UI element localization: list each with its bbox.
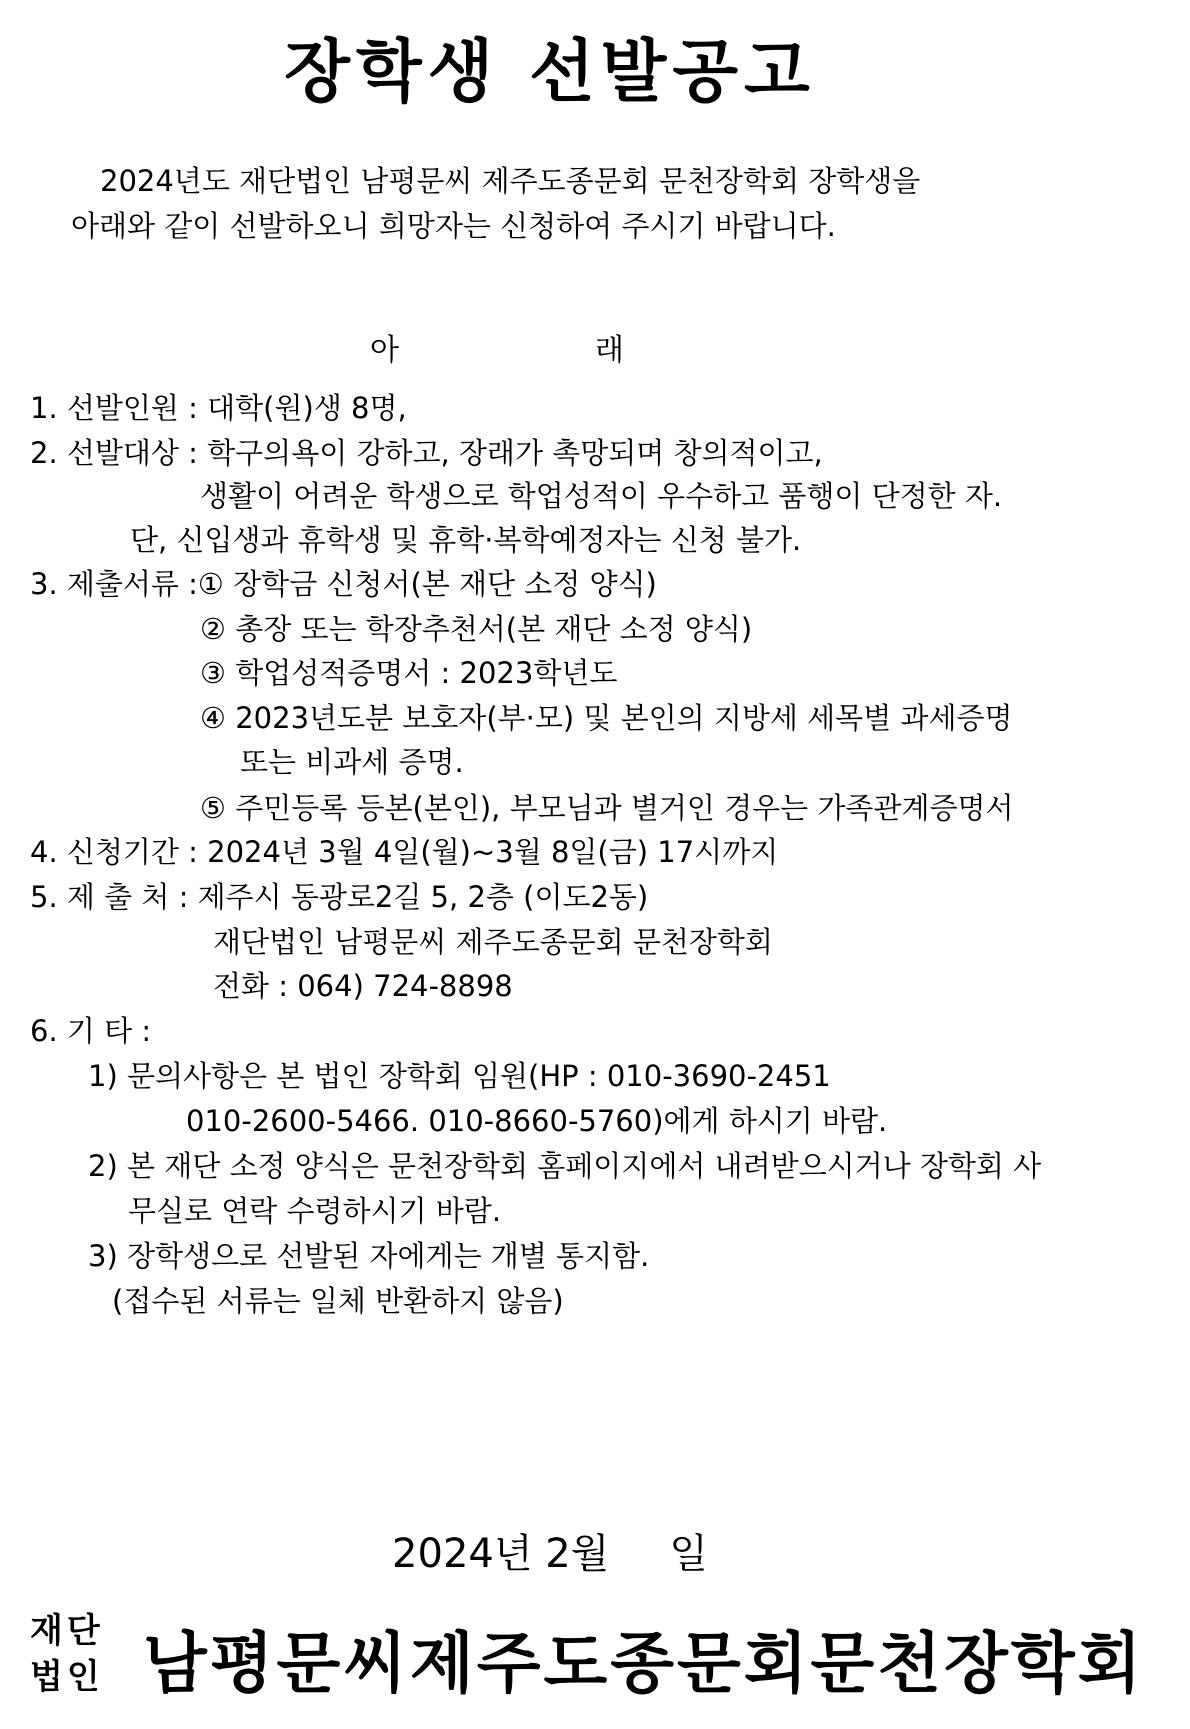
org-type-top: 재단 xyxy=(30,1611,104,1651)
item-6-3-line-1: 3) 장학생으로 선발된 자에게는 개별 통지함. xyxy=(88,1239,650,1273)
item-6: 6. 기 타 : xyxy=(30,1014,152,1048)
item-4: 4. 신청기간 : 2024년 3월 4일(월)~3월 8일(금) 17시까지 xyxy=(30,835,779,869)
item-3-line-5: 또는 비과세 증명. xyxy=(240,745,464,779)
heading-right-char: 래 xyxy=(595,333,624,368)
item-5-line-1: 5. 제 출 처 : 제주시 동광로2길 5, 2층 (이도2동) xyxy=(30,880,649,914)
item-2-line-2: 생활이 어려운 학생으로 학업성적이 우수하고 품행이 단정한 자. xyxy=(200,479,1003,513)
org-type-bottom: 법인 xyxy=(30,1657,104,1697)
item-6-1-line-1: 1) 문의사항은 본 법인 장학회 임원(HP : 010-3690-2451 xyxy=(88,1059,831,1093)
page-title: 장학생 선발공고 xyxy=(284,33,816,112)
item-6-2-line-1: 2) 본 재단 소정 양식은 문천장학회 홈페이지에서 내려받으시거나 장학회 사 xyxy=(88,1149,1042,1183)
item-2-line-1: 2. 선발대상 : 학구의욕이 강하고, 장래가 촉망되며 창의적이고, xyxy=(30,436,823,470)
item-3-line-3: ③ 학업성적증명서 : 2023학년도 xyxy=(200,656,618,690)
item-2-line-3: 단, 신입생과 휴학생 및 휴학·복학예정자는 신청 불가. xyxy=(130,523,802,557)
date-year-month: 2024년 2월 xyxy=(392,1531,610,1577)
intro-line-1: 2024년도 재단법인 남평문씨 제주도종문회 문천장학회 장학생을 xyxy=(100,164,921,198)
item-5-line-2: 재단법인 남평문씨 제주도종문회 문천장학회 xyxy=(213,925,773,959)
item-6-3-line-2: (접수된 서류는 일체 반환하지 않음) xyxy=(112,1284,564,1318)
item-3-line-4: ④ 2023년도분 보호자(부·모) 및 본인의 지방세 세목별 과세증명 xyxy=(200,701,1013,735)
item-3-line-6: ⑤ 주민등록 등본(본인), 부모님과 별거인 경우는 가족관계증명서 xyxy=(200,791,1014,825)
date-day: 일 xyxy=(669,1531,708,1577)
org-name: 남평문씨제주도종문회문천장학회 xyxy=(143,1624,1145,1702)
item-6-2-line-2: 무실로 연락 수령하시기 바람. xyxy=(128,1194,502,1228)
intro-line-2: 아래와 같이 선발하오니 희망자는 신청하여 주시기 바랍니다. xyxy=(71,209,836,243)
item-5-line-3: 전화 : 064) 724-8898 xyxy=(213,969,513,1003)
item-3-line-1: 3. 제출서류 :① 장학금 신청서(본 재단 소정 양식) xyxy=(30,567,657,601)
item-6-1-line-2: 010-2600-5466. 010-8660-5760)에게 하시기 바람. xyxy=(186,1104,888,1138)
org-type-label xyxy=(30,1608,104,1700)
item-3-line-2: ② 총장 또는 학장추천서(본 재단 소정 양식) xyxy=(200,612,753,646)
item-1: 1. 선발인원 : 대학(원)생 8명, xyxy=(30,391,407,425)
notice-date xyxy=(0,1522,1100,1579)
heading-left-char: 아 xyxy=(370,333,399,368)
